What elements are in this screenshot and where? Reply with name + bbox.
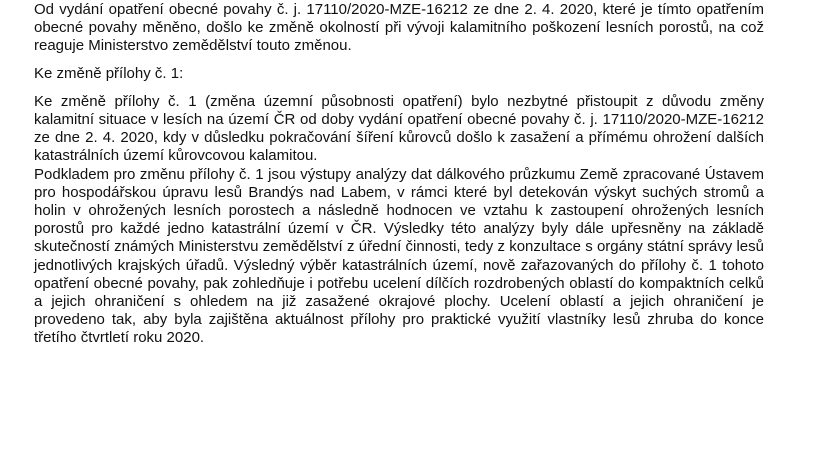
reason-paragraph: Ke změně přílohy č. 1 (změna územní působnosti opatření) bylo nezbytné přistoupit z důvodu změny kalamitní situace v lesích na území ČR od doby vydání opatření obecné povahy č. j. 17110/2020-MZE-16212 ze dne 2. 4. 2020, kdy v důsledku pokračování šíření kůrovců došlo k zasažení a přímému ohrožení dalších katastrálních území kůrovcovou kalamitou. [34, 92, 764, 165]
basis-paragraph: Podkladem pro změnu přílohy č. 1 jsou výstupy analýzy dat dálkového průzkumu Země zpracované Ústavem pro hospodářskou úpravu lesů Brandýs nad Labem, v rámci které byl detekován výskyt suchých stromů a holin v ohrožených lesních porostech a následně hodnocen ve vztahu k zastoupení ohrožených lesních porostů pro každé jedno katastrální území v ČR. Výsledky této analýzy byly dále upřesněny na základě skutečností známých Ministerstvu zemědělství z úřední činnosti, tedy z konzultace s orgány státní správy lesů jednotlivých krajských úřadů. Výsledný výběr katastrálních území, nově zařazovaných do přílohy č. 1 tohoto opatření obecné povahy, pak zohledňuje i potřebu ucelení dílčích rozdrobených oblastí do kompaktních celků a jejich ohraničení s ohledem na již zasažené okrajové plochy. Ucelení oblastí a jejich ohraničení je provedeno tak, aby byla zajištěna aktuálnost přílohy pro praktické využití vlastníky lesů zhruba do konce třetího čtvrtletí roku 2020. [34, 165, 764, 347]
section-heading: Ke změně přílohy č. 1: [34, 64, 184, 82]
intro-paragraph: Od vydání opatření obecné povahy č. j. 17110/2020-MZE-16212 ze dne 2. 4. 2020, které je tímto opatřením obecné povahy měněno, došlo ke změně okolností při vývoji kalamitního poškození lesních porostů, na což reaguje Ministerstvo zemědělství touto změnou. [34, 1, 764, 55]
